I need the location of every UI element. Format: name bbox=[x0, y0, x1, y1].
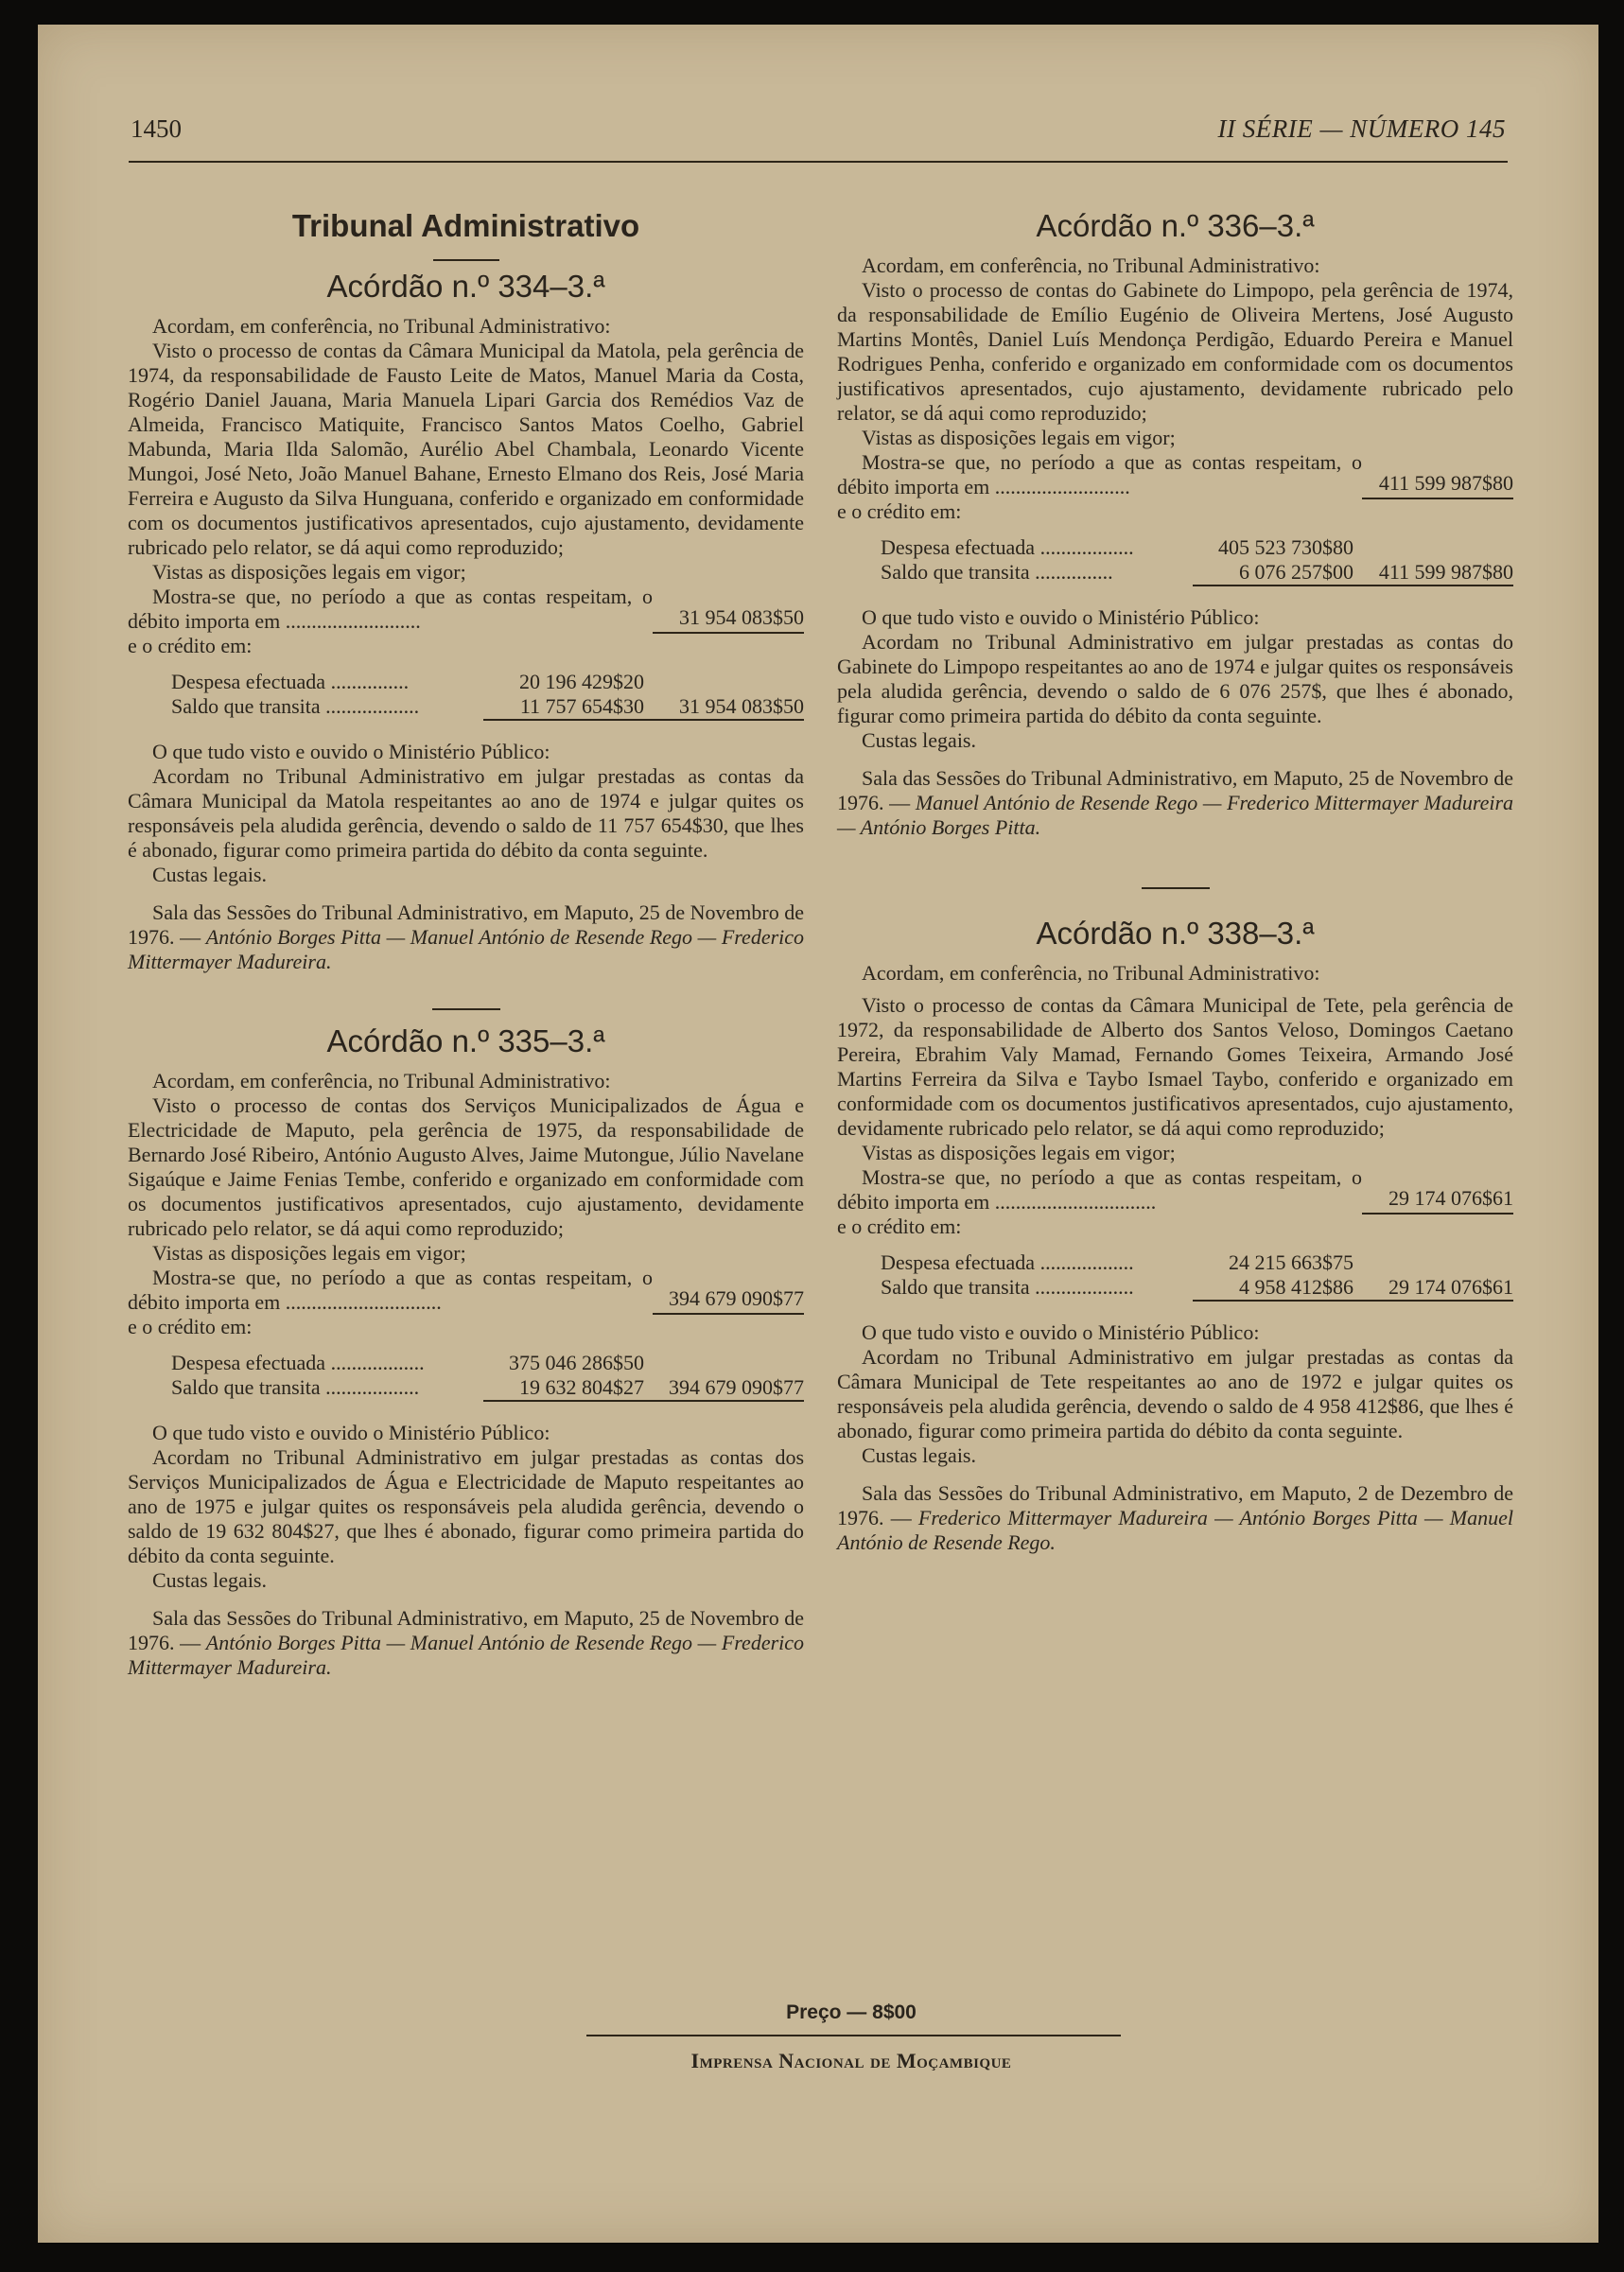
page-number: 1450 bbox=[131, 114, 182, 143]
balance-label: Saldo que transita .................. bbox=[171, 694, 420, 718]
custas-text: Custas legais. bbox=[152, 1568, 267, 1592]
signature-block bbox=[128, 900, 804, 974]
intro-text: Acordam, em conferência, no Tribunal Administrativo: bbox=[862, 961, 1320, 985]
debit-label: Mostra-se que, no período a que as contas respeitam, o débito importa em ............................... bbox=[837, 1165, 1362, 1214]
expense-value: 375 046 286$50 bbox=[509, 1351, 644, 1374]
mp-text: O que tudo visto e ouvido o Ministério Público: bbox=[862, 1320, 1260, 1344]
debit-amount: 411 599 987$80 bbox=[1362, 471, 1513, 499]
vistas-text: Vistas as disposições legais em vigor; bbox=[152, 1241, 466, 1265]
intro-text: Acordam, em conferência, no Tribunal Administrativo: bbox=[862, 253, 1320, 277]
debit-amount: 31 954 083$50 bbox=[653, 605, 804, 634]
debit-line bbox=[128, 1266, 804, 1315]
custas-text: Custas legais. bbox=[862, 728, 976, 752]
sala-text: Sala das Sessões do Tribunal Administrativo, em Maputo, 25 de Novembro de 1976. — bbox=[128, 900, 804, 949]
expense-row bbox=[837, 1250, 1513, 1275]
credit-entries bbox=[837, 535, 1513, 586]
expense-value: 405 523 730$80 bbox=[1218, 535, 1353, 559]
credit-total: 394 679 090$77 bbox=[644, 1375, 804, 1402]
expense-label: Despesa efectuada .................. bbox=[881, 535, 1134, 559]
signature-block bbox=[128, 1606, 804, 1680]
custas-text: Custas legais. bbox=[152, 863, 267, 886]
balance-value: 11 757 654$30 bbox=[483, 694, 644, 721]
decision-text: Acordam no Tribunal Administrativo em julgar prestadas as contas dos Serviços Municipalizados de Água e Electricidade de Maputo respeitantes ao ano de 1975 e julgar quites os responsáveis pela aludida gerência, devendo o saldo de 19 632 804$27, que lhes é abonado, figurar como primeira partida do débito da conta seguinte. bbox=[128, 1445, 804, 1567]
debit-amount: 29 174 076$61 bbox=[1362, 1186, 1513, 1215]
series-header: II SÉRIE — NÚMERO 145 bbox=[1217, 114, 1506, 143]
document-page bbox=[38, 25, 1598, 2243]
left-column bbox=[128, 176, 804, 1680]
body-text: Visto o processo de contas da Câmara Municipal de Tete, pela gerência de 1972, da responsabilidade de Alberto dos Santos Veloso, Domingos Caetano Pereira, Ebrahim Valy Mamad, Fernando Gomes Teixeira, Armando José Martins Ferreira da Silva e Taybo Ismael Taybo, conferido e organizado em conformidade com os documentos justificativos apresentados, cujo ajustamento, devidamente rubricado pelo relator, se dá aqui como reproduzido; bbox=[837, 993, 1513, 1140]
debit-label: Mostra-se que, no período a que as contas respeitam, o débito importa em .......................... bbox=[128, 585, 653, 633]
credit-entries bbox=[837, 1250, 1513, 1302]
acordao-title: Acórdão n.º 338–3.ª bbox=[1036, 916, 1315, 951]
balance-label: Saldo que transita ............... bbox=[881, 560, 1113, 584]
expense-row bbox=[837, 535, 1513, 560]
debit-amount: 394 679 090$77 bbox=[653, 1286, 804, 1315]
price-label: Preço — 8$00 bbox=[786, 2001, 917, 2023]
judges-text: António Borges Pitta — Manuel António de Resende Rego — Frederico Mittermayer Madureira. bbox=[128, 925, 805, 973]
section-divider bbox=[432, 1008, 500, 1010]
credit-total: 31 954 083$50 bbox=[644, 694, 804, 721]
acordao-334 bbox=[128, 269, 805, 974]
section-title: Tribunal Administrativo bbox=[291, 208, 640, 243]
header-rule bbox=[129, 161, 1508, 163]
debit-line bbox=[837, 450, 1513, 499]
credit-intro: e o crédito em: bbox=[128, 1315, 253, 1338]
balance-label: Saldo que transita ................... bbox=[881, 1275, 1134, 1299]
section-divider bbox=[1142, 887, 1210, 889]
balance-row bbox=[128, 694, 804, 721]
decision-text: Acordam no Tribunal Administrativo em julgar prestadas as contas da Câmara Municipal de Tete respeitantes ao ano de 1972 e julgar quites os responsáveis pela aludida gerência, devendo o saldo de 4 958 412$86, que lhes é abonado, figurar como primeira partida do débito da conta seguinte. bbox=[837, 1345, 1513, 1442]
acordao-title: Acórdão n.º 335–3.ª bbox=[326, 1023, 605, 1058]
credit-total: 411 599 987$80 bbox=[1353, 560, 1513, 586]
judges-text: António Borges Pitta — Manuel António de Resende Rego — Frederico Mittermayer Madureira. bbox=[128, 1631, 805, 1679]
body-text: Visto o processo de contas do Gabinete do Limpopo, pela gerência de 1974, da responsabilidade de Emílio Eugénio de Oliveira Mertens, José Augusto Martins Montês, Daniel Luís Mendonça Perdigão, Eduardo Pereira e Manuel Rodrigues Penha, conferido e organizado em conformidade com os documentos justificativos apresentados, cujo ajustamento, devidamente rubricado pelo relator, se dá aqui como reproduzido; bbox=[837, 278, 1513, 425]
balance-value: 19 632 804$27 bbox=[483, 1375, 644, 1402]
credit-entries bbox=[128, 1351, 804, 1402]
body-text: Visto o processo de contas dos Serviços Municipalizados de Água e Electricidade de Maputo, pela gerência de 1975, da responsabilidade de Bernardo José Ribeiro, António Augusto Alves, Jaime Mutongue, Júlio Navelane Sigaúque e Jaime Fenias Tembe, conferido e organizado em conformidade com os documentos justificativos apresentados, cujo ajustamento, devidamente rubricado pelo relator, se dá aqui como reproduzido; bbox=[128, 1093, 804, 1240]
credit-intro: e o crédito em: bbox=[837, 499, 962, 523]
mp-text: O que tudo visto e ouvido o Ministério Público: bbox=[152, 1421, 550, 1444]
balance-row bbox=[837, 560, 1513, 586]
expense-value: 20 196 429$20 bbox=[519, 670, 644, 693]
balance-value: 6 076 257$00 bbox=[1193, 560, 1353, 586]
intro-text: Acordam, em conferência, no Tribunal Administrativo: bbox=[152, 314, 611, 338]
decision-text: Acordam no Tribunal Administrativo em julgar prestadas as contas da Câmara Municipal da Matola respeitantes ao ano de 1974 e julgar quites os responsáveis pela aludida gerência, devendo o saldo de 11 757 654$30, que lhes é abonado, figurar como primeira partida do débito da conta seguinte. bbox=[128, 764, 804, 862]
title-divider bbox=[433, 259, 499, 261]
vistas-text: Vistas as disposições legais em vigor; bbox=[862, 1141, 1176, 1164]
sala-text: Sala das Sessões do Tribunal Administrativo, em Maputo, 2 de Dezembro de 1976. — bbox=[837, 1481, 1513, 1529]
expense-row bbox=[128, 1351, 804, 1375]
acordao-336 bbox=[837, 208, 1514, 840]
expense-label: Despesa efectuada .................. bbox=[881, 1250, 1134, 1274]
balance-row bbox=[128, 1375, 804, 1402]
judges-text: Manuel António de Resende Rego — Frederico Mittermayer Madureira — António Borges Pitta. bbox=[837, 791, 1514, 839]
expense-label: Despesa efectuada ............... bbox=[171, 670, 410, 693]
footer-rule bbox=[586, 2035, 1121, 2036]
mp-text: O que tudo visto e ouvido o Ministério Público: bbox=[152, 740, 550, 763]
custas-text: Custas legais. bbox=[862, 1443, 976, 1467]
credit-intro: e o crédito em: bbox=[128, 634, 253, 657]
right-column bbox=[837, 176, 1513, 1555]
expense-value: 24 215 663$75 bbox=[1229, 1250, 1353, 1274]
printer-imprint: Imprensa Nacional de Moçambique bbox=[690, 2049, 1012, 2072]
credit-intro: e o crédito em: bbox=[837, 1215, 962, 1238]
credit-total: 29 174 076$61 bbox=[1353, 1275, 1513, 1302]
signature-block bbox=[837, 1481, 1513, 1555]
debit-label: Mostra-se que, no período a que as contas respeitam, o débito importa em .......................... bbox=[837, 450, 1362, 498]
expense-row bbox=[128, 670, 804, 694]
expense-label: Despesa efectuada .................. bbox=[171, 1351, 425, 1374]
mp-text: O que tudo visto e ouvido o Ministério Público: bbox=[862, 605, 1260, 629]
balance-row bbox=[837, 1275, 1513, 1302]
debit-label: Mostra-se que, no período a que as contas respeitam, o débito importa em .............................. bbox=[128, 1266, 653, 1314]
vistas-text: Vistas as disposições legais em vigor; bbox=[152, 560, 466, 584]
decision-text: Acordam no Tribunal Administrativo em julgar prestadas as contas do Gabinete do Limpopo respeitantes ao ano de 1974 e julgar quites os responsáveis pela aludida gerência, devendo o saldo de 6 076 257$, que lhes é abonado, figurar como primeira partida do débito da conta seguinte. bbox=[837, 630, 1513, 727]
credit-entries bbox=[128, 670, 804, 721]
intro-text: Acordam, em conferência, no Tribunal Administrativo: bbox=[152, 1069, 611, 1092]
acordao-title: Acórdão n.º 334–3.ª bbox=[326, 269, 605, 304]
body-text: Visto o processo de contas da Câmara Municipal da Matola, pela gerência de 1974, da responsabilidade de Fausto Leite de Matos, Manuel Maria da Costa, Rogério Daniel Jauana, Maria Manuela Lipari Garcia dos Remédios Vaz de Almeida, Francisco Matiquite, Francisco Santos Matos Coelho, Gabriel Mabunda, Maria Ilda Salomão, Aurélio Abel Chambala, Leonardo Vicente Mungoi, José Neto, João Manuel Bahane, Ernesto Elmano dos Reis, José Maria Ferreira e Augusto da Silva Hunguana, conferido e organizado em conformidade com os documentos justificativos apresentados, cujo ajustamento, devidamente rubricado pelo relator, se dá aqui como reproduzido; bbox=[128, 339, 804, 559]
debit-line bbox=[837, 1165, 1513, 1215]
acordao-title: Acórdão n.º 336–3.ª bbox=[1036, 208, 1315, 243]
acordao-338 bbox=[837, 916, 1513, 1555]
acordao-335 bbox=[128, 1023, 805, 1680]
judges-text: Frederico Mittermayer Madureira — António Borges Pitta — Manuel António de Resende Rego. bbox=[837, 1506, 1513, 1554]
balance-label: Saldo que transita .................. bbox=[171, 1375, 420, 1399]
signature-block bbox=[837, 766, 1513, 840]
sala-text: Sala das Sessões do Tribunal Administrativo, em Maputo, 25 de Novembro de 1976. — bbox=[128, 1606, 804, 1654]
balance-value: 4 958 412$86 bbox=[1193, 1275, 1353, 1302]
debit-line bbox=[128, 585, 804, 634]
sala-text: Sala das Sessões do Tribunal Administrativo, em Maputo, 25 de Novembro de 1976. — bbox=[837, 766, 1513, 814]
vistas-text: Vistas as disposições legais em vigor; bbox=[862, 426, 1176, 449]
